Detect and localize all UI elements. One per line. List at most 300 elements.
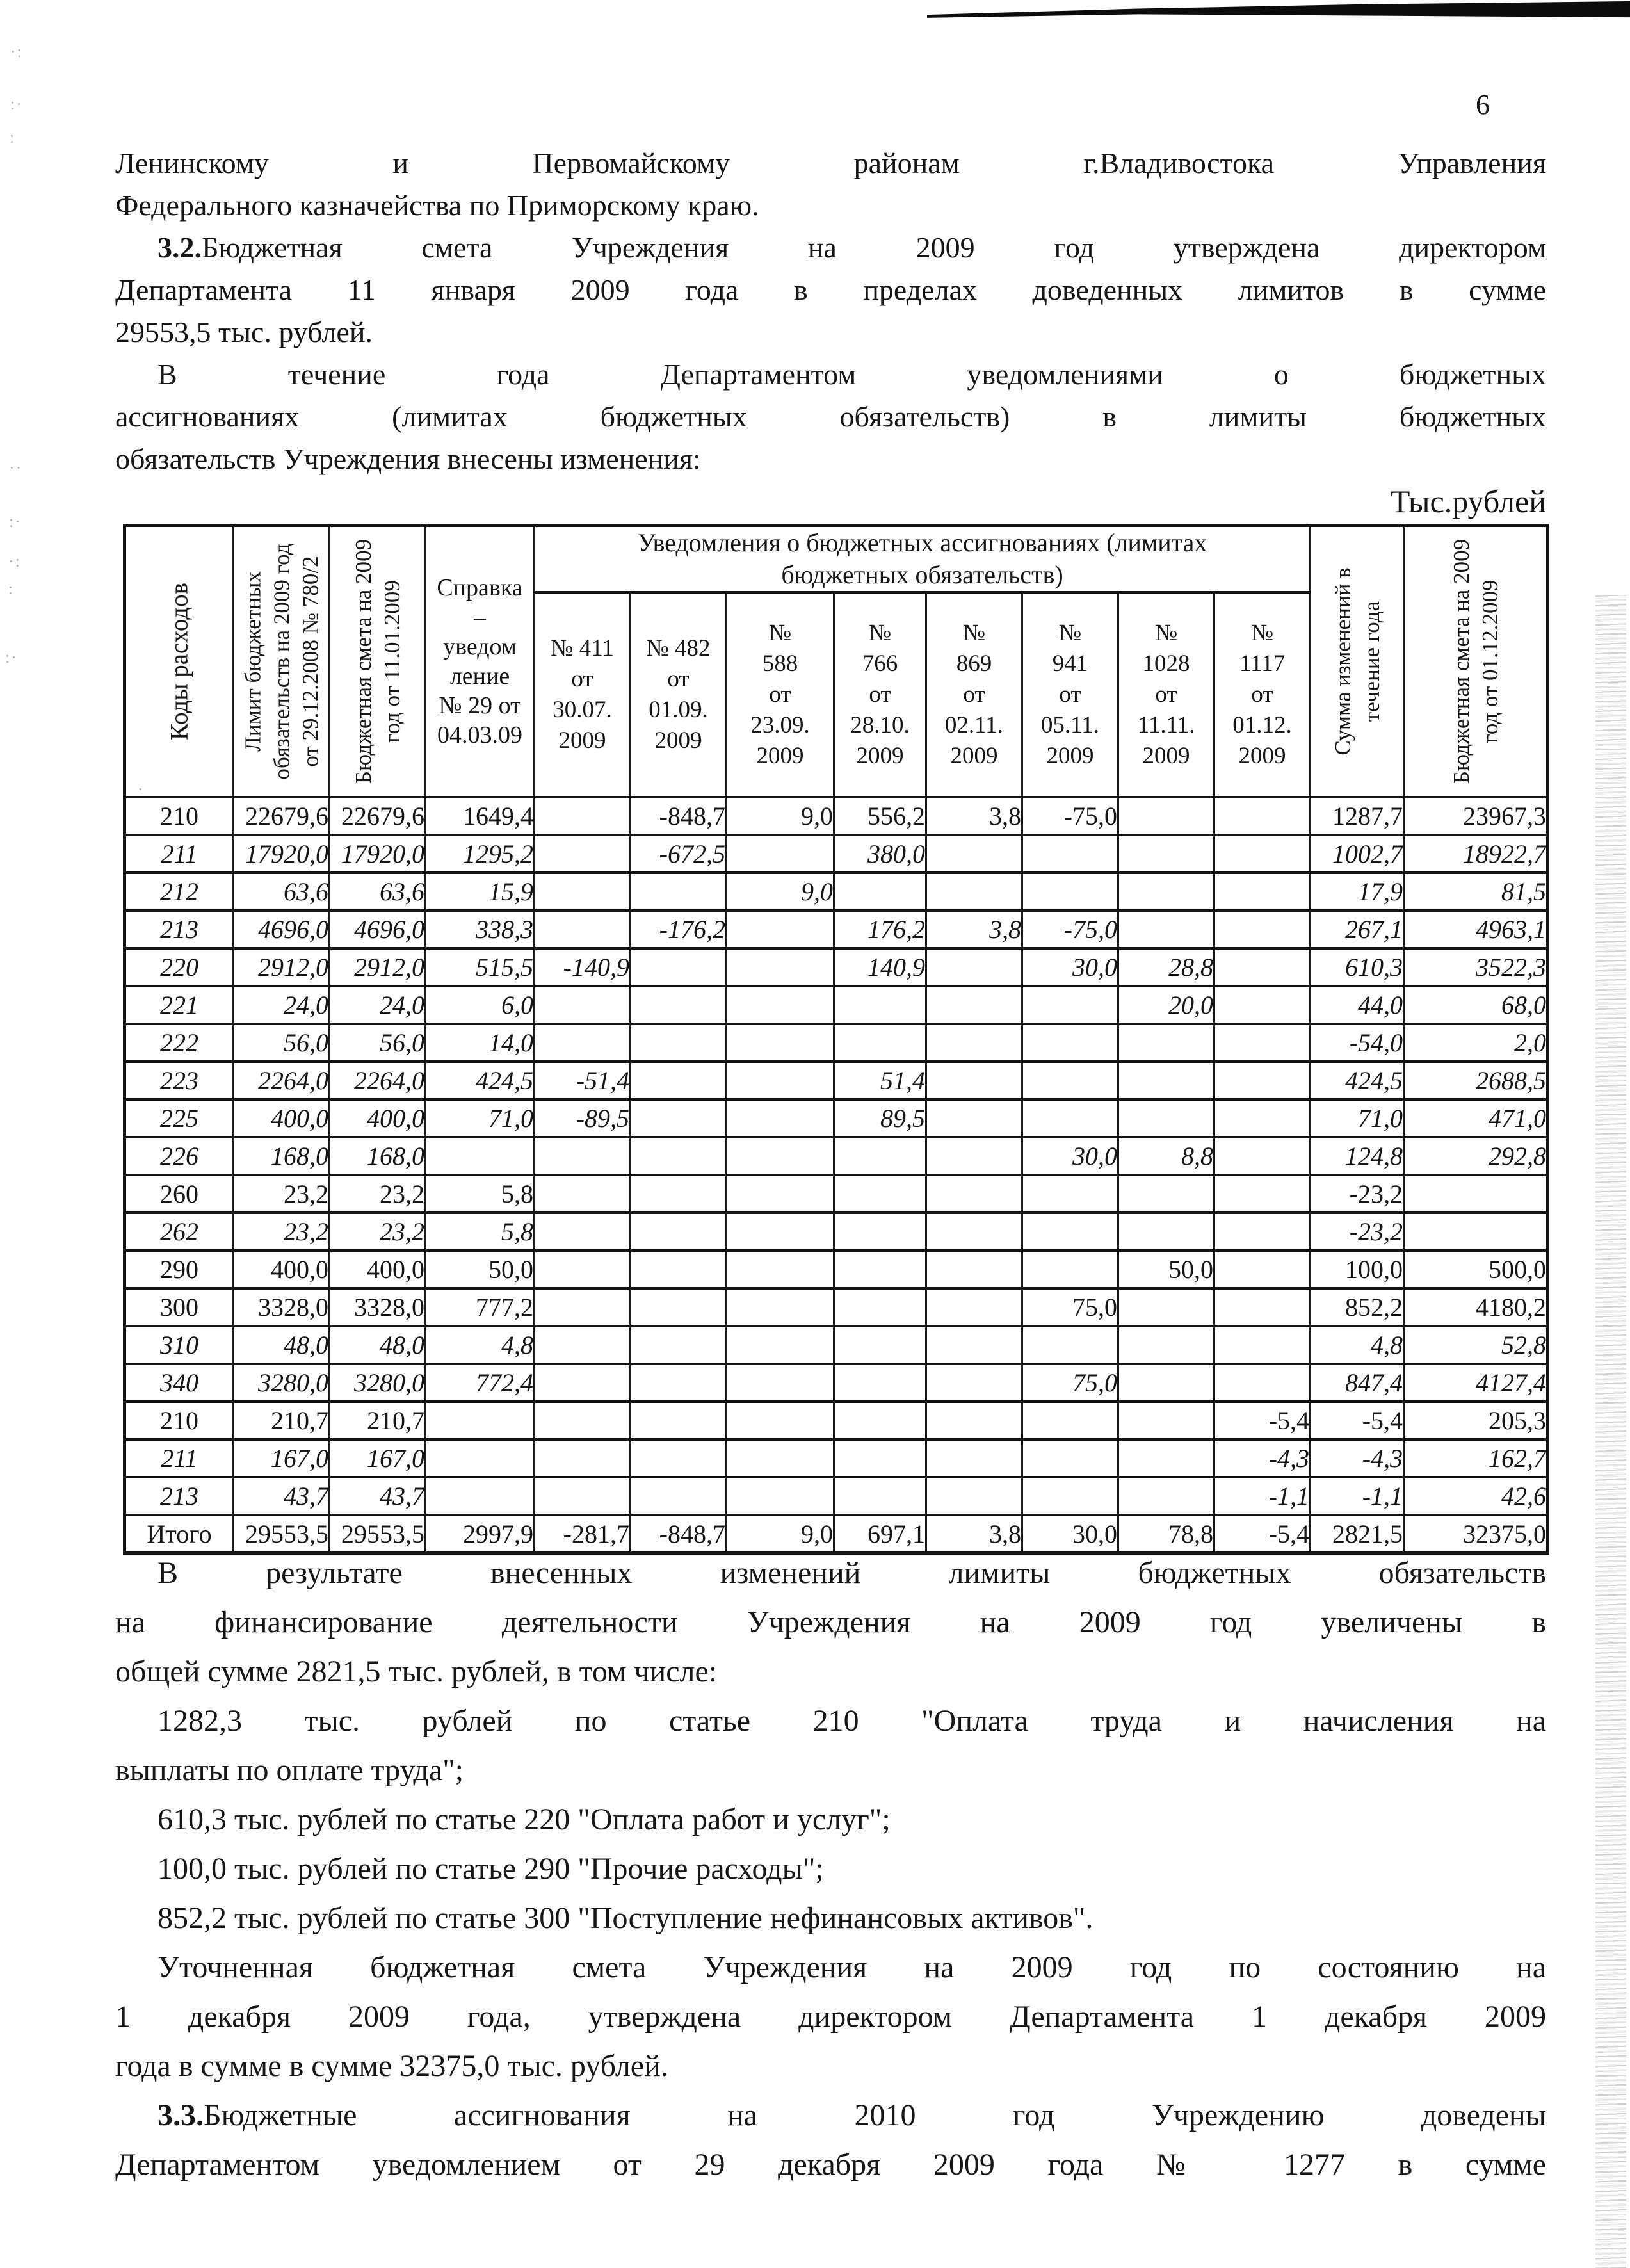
value-cell: -1,1: [1311, 1477, 1404, 1515]
value-cell: [631, 1024, 727, 1062]
value-cell: [926, 1288, 1022, 1326]
value-cell: 75,0: [1022, 1288, 1118, 1326]
paragraph-line: 1282,3 тыс. рублей по статье 210 "Оплата труда и начисления на: [157, 1704, 1546, 1738]
value-cell: 777,2: [426, 1288, 535, 1326]
value-cell: [1118, 1288, 1214, 1326]
value-cell: -140,9: [535, 948, 631, 986]
value-cell: [834, 1251, 926, 1288]
value-cell: [834, 1364, 926, 1402]
value-cell: [535, 1326, 631, 1364]
value-cell: -176,2: [631, 911, 727, 948]
value-cell: 30,0: [1022, 1515, 1118, 1553]
header-line: 2009: [654, 727, 702, 754]
table-row: [125, 1062, 1548, 1099]
header-line: Бюджетная смета на 2009: [350, 539, 376, 784]
value-cell: 9,0: [727, 1515, 834, 1553]
value-cell: [727, 1364, 834, 1402]
table-row: [125, 911, 1548, 948]
value-cell: [926, 1402, 1022, 1439]
value-cell: [1022, 835, 1118, 873]
header-line: 04.03.09: [437, 722, 522, 749]
value-cell: [1214, 797, 1311, 835]
value-cell: [926, 986, 1022, 1024]
value-cell: 292,8: [1404, 1137, 1548, 1175]
scan-line-artifact: [927, 1, 1630, 23]
value-cell: 167,0: [330, 1439, 426, 1477]
value-cell: 5,8: [426, 1175, 535, 1213]
column-group-header-notices: [535, 526, 1311, 593]
header-line: от: [1251, 681, 1273, 708]
value-cell: 1287,7: [1311, 797, 1404, 835]
value-cell: 28,8: [1118, 948, 1214, 986]
margin-speck: ··: [9, 458, 23, 477]
row-code-cell: 340: [125, 1364, 234, 1402]
value-cell: [1118, 1326, 1214, 1364]
value-cell: 71,0: [426, 1099, 535, 1137]
value-cell: 4963,1: [1404, 911, 1548, 948]
column-header-notice-1: [535, 592, 631, 797]
row-code-cell: 221: [125, 986, 234, 1024]
value-cell: 23,2: [234, 1213, 330, 1251]
value-cell: -23,2: [1311, 1213, 1404, 1251]
value-cell: [631, 1288, 727, 1326]
header-line: 2009: [756, 743, 804, 769]
value-cell: [426, 1402, 535, 1439]
value-cell: [1214, 1062, 1311, 1099]
paragraph-line: 1 декабря 2009 года, утверждена директором Департамента 1 декабря 2009: [115, 2000, 1546, 2034]
value-cell: [834, 1326, 926, 1364]
header-line: от 29.12.2008 № 780/2: [298, 556, 323, 767]
row-code-cell: 212: [125, 873, 234, 911]
value-cell: -51,4: [535, 1062, 631, 1099]
header-line: 941: [1052, 651, 1088, 677]
column-header-notice-3: [727, 592, 834, 797]
value-cell: 42,6: [1404, 1477, 1548, 1515]
header-line: 01.12.: [1232, 712, 1292, 738]
value-cell: [926, 1477, 1022, 1515]
value-cell: [1022, 1213, 1118, 1251]
value-cell: 32375,0: [1404, 1515, 1548, 1553]
table-row: [125, 1024, 1548, 1062]
paragraph-line: 3.2.Бюджетная смета Учреждения на 2009 год утверждена директором: [157, 231, 1546, 264]
value-cell: [926, 1024, 1022, 1062]
margin-speck: :: [8, 579, 15, 598]
value-cell: 2912,0: [234, 948, 330, 986]
row-code-cell: 260: [125, 1175, 234, 1213]
value-cell: [926, 873, 1022, 911]
header-line: № 482: [646, 635, 711, 661]
value-cell: 3280,0: [330, 1364, 426, 1402]
value-cell: 3522,3: [1404, 948, 1548, 986]
value-cell: 9,0: [727, 797, 834, 835]
value-cell: [1022, 1024, 1118, 1062]
value-cell: [727, 1402, 834, 1439]
value-cell: 400,0: [330, 1251, 426, 1288]
column-header-notice-2: [631, 592, 727, 797]
value-cell: 2688,5: [1404, 1062, 1548, 1099]
header-line: 2009: [558, 727, 606, 754]
table-row: [125, 1288, 1548, 1326]
value-cell: [1022, 1402, 1118, 1439]
value-cell: [1022, 1477, 1118, 1515]
margin-speck: ·:: [8, 552, 21, 571]
value-cell: 50,0: [426, 1251, 535, 1288]
value-cell: [535, 797, 631, 835]
header-line: №: [1058, 620, 1082, 646]
value-cell: 9,0: [727, 873, 834, 911]
header-line: №: [1154, 620, 1178, 646]
value-cell: 89,5: [834, 1099, 926, 1137]
value-cell: [1214, 911, 1311, 948]
value-cell: [1118, 797, 1214, 835]
header-line: 02.11.: [944, 712, 1004, 738]
value-cell: 210,7: [234, 1402, 330, 1439]
header-line: Сумма изменений в: [1330, 567, 1355, 756]
value-cell: -5,4: [1214, 1402, 1311, 1439]
table-row: [125, 1439, 1548, 1477]
value-cell: [535, 1288, 631, 1326]
header-line: от: [667, 666, 690, 692]
value-cell: -75,0: [1022, 911, 1118, 948]
value-cell: [727, 948, 834, 986]
paragraph-line: выплаты по оплате труда";: [115, 1753, 464, 1787]
column-header-notice-7: [1118, 592, 1214, 797]
value-cell: [1118, 1364, 1214, 1402]
header-line: 869: [956, 651, 992, 677]
column-header-sum-changes: [1311, 526, 1404, 798]
value-cell: -4,3: [1214, 1439, 1311, 1477]
value-cell: 24,0: [234, 986, 330, 1024]
value-cell: [926, 1251, 1022, 1288]
header-line: от: [769, 681, 791, 708]
value-cell: 3328,0: [234, 1288, 330, 1326]
value-cell: 140,9: [834, 948, 926, 986]
value-cell: 23,2: [234, 1175, 330, 1213]
value-cell: 75,0: [1022, 1364, 1118, 1402]
value-cell: 44,0: [1311, 986, 1404, 1024]
paragraph-line: Федерального казначейства по Приморскому краю.: [115, 189, 759, 222]
budget-limits-table: [123, 524, 1549, 1555]
paragraph-line: года в сумме в сумме 32375,0 тыс. рублей.: [115, 2049, 668, 2083]
table-row: [125, 835, 1548, 873]
value-cell: [1214, 873, 1311, 911]
paragraph-line: 100,0 тыс. рублей по статье 290 "Прочие расходы";: [157, 1852, 824, 1886]
paragraph-line: 610,3 тыс. рублей по статье 220 "Оплата работ и услуг";: [157, 1802, 891, 1836]
value-cell: [1214, 1024, 1311, 1062]
column-header-limit: [234, 526, 330, 798]
row-code-cell: 300: [125, 1288, 234, 1326]
value-cell: [1118, 911, 1214, 948]
value-cell: [1214, 835, 1311, 873]
value-cell: 167,0: [234, 1439, 330, 1477]
column-header-notice-8: [1214, 592, 1311, 797]
value-cell: 56,0: [330, 1024, 426, 1062]
value-cell: [926, 1137, 1022, 1175]
value-cell: [426, 1439, 535, 1477]
value-cell: 29553,5: [330, 1515, 426, 1553]
value-cell: [834, 1288, 926, 1326]
value-cell: 380,0: [834, 835, 926, 873]
row-code-cell: 211: [125, 1439, 234, 1477]
value-cell: 3,8: [926, 1515, 1022, 1553]
value-cell: [535, 1251, 631, 1288]
value-cell: [1118, 1213, 1214, 1251]
value-cell: 8,8: [1118, 1137, 1214, 1175]
value-cell: [1118, 1175, 1214, 1213]
header-line: №: [1250, 620, 1274, 646]
header-line: 1028: [1142, 651, 1190, 677]
value-cell: [1118, 1477, 1214, 1515]
value-cell: [727, 1175, 834, 1213]
value-cell: [834, 1477, 926, 1515]
value-cell: 18922,7: [1404, 835, 1548, 873]
row-code-cell: 210: [125, 1402, 234, 1439]
column-header-codes: [125, 526, 234, 798]
value-cell: 17,9: [1311, 873, 1404, 911]
value-cell: [426, 1477, 535, 1515]
value-cell: [926, 1175, 1022, 1213]
paragraph-block-top: [115, 142, 1546, 522]
value-cell: [535, 1439, 631, 1477]
value-cell: [1214, 1099, 1311, 1137]
value-cell: [1022, 1439, 1118, 1477]
value-cell: [834, 986, 926, 1024]
value-cell: 1649,4: [426, 797, 535, 835]
header-line: –: [474, 604, 486, 631]
value-cell: 2821,5: [1311, 1515, 1404, 1553]
paragraph-line: Ленинскому и Первомайскому районам г.Владивостока Управления: [115, 147, 1546, 179]
value-cell: [631, 873, 727, 911]
row-code-cell: 220: [125, 948, 234, 986]
margin-speck: ·: [138, 780, 145, 798]
value-cell: [1214, 1213, 1311, 1251]
value-cell: [1022, 873, 1118, 911]
value-cell: [535, 1175, 631, 1213]
paragraph-line: на финансирование деятельности Учреждения на 2009 год увеличены в: [115, 1605, 1546, 1639]
paragraph-line: 29553,5 тыс. рублей.: [115, 316, 373, 348]
value-cell: 43,7: [234, 1477, 330, 1515]
value-cell: 338,3: [426, 911, 535, 948]
value-cell: [1022, 1099, 1118, 1137]
value-cell: 556,2: [834, 797, 926, 835]
value-cell: -1,1: [1214, 1477, 1311, 1515]
value-cell: [727, 1439, 834, 1477]
value-cell: 424,5: [426, 1062, 535, 1099]
value-cell: [631, 1402, 727, 1439]
value-cell: 2912,0: [330, 948, 426, 986]
value-cell: [926, 835, 1022, 873]
value-cell: [1214, 1175, 1311, 1213]
value-cell: [535, 873, 631, 911]
table-row: [125, 797, 1548, 835]
value-cell: -89,5: [535, 1099, 631, 1137]
value-cell: 50,0: [1118, 1251, 1214, 1288]
header-line: 2009: [950, 743, 998, 769]
column-header-notice-4: [834, 592, 926, 797]
row-code-cell: 211: [125, 835, 234, 873]
value-cell: 24,0: [330, 986, 426, 1024]
value-cell: [727, 1024, 834, 1062]
paragraph-line: ассигнованиях (лимитах бюджетных обязательств) в лимиты бюджетных: [115, 400, 1546, 433]
margin-speck: :·: [5, 648, 18, 667]
value-cell: -672,5: [631, 835, 727, 873]
header-line: Бюджетная смета на 2009: [1448, 539, 1474, 784]
value-cell: [727, 1477, 834, 1515]
value-cell: 14,0: [426, 1024, 535, 1062]
header-line: Лимит бюджетных: [240, 571, 265, 752]
table-row: [125, 1175, 1548, 1213]
value-cell: [926, 1099, 1022, 1137]
paragraph-line: Департамента 11 января 2009 года в пределах доведенных лимитов в сумме: [115, 273, 1546, 306]
value-cell: 772,4: [426, 1364, 535, 1402]
value-cell: [631, 1364, 727, 1402]
value-cell: 168,0: [234, 1137, 330, 1175]
value-cell: 3280,0: [234, 1364, 330, 1402]
value-cell: [535, 835, 631, 873]
value-cell: [631, 1251, 727, 1288]
value-cell: [631, 948, 727, 986]
paragraph-block-bottom: [115, 1548, 1546, 2189]
value-cell: 168,0: [330, 1137, 426, 1175]
value-cell: [631, 1137, 727, 1175]
table-row: [125, 1251, 1548, 1288]
header-line: 1117: [1239, 651, 1286, 677]
paragraph-line: Уточненная бюджетная смета Учреждения на 2009 год по состоянию на: [157, 1950, 1546, 1984]
value-cell: 23,2: [330, 1213, 426, 1251]
value-cell: 4696,0: [330, 911, 426, 948]
value-cell: 847,4: [1311, 1364, 1404, 1402]
value-cell: [1118, 1402, 1214, 1439]
value-cell: 400,0: [330, 1099, 426, 1137]
value-cell: 267,1: [1311, 911, 1404, 948]
value-cell: [834, 1213, 926, 1251]
paragraph-line: общей сумме 2821,5 тыс. рублей, в том числе:: [115, 1655, 718, 1689]
value-cell: [631, 1477, 727, 1515]
value-cell: 48,0: [330, 1326, 426, 1364]
paragraph-line: В течение года Департаментом уведомлениями о бюджетных: [157, 358, 1546, 391]
value-cell: -848,7: [631, 1515, 727, 1553]
header-line: 2009: [1142, 743, 1190, 769]
header-line: №: [962, 620, 986, 646]
header-line: 11.11.: [1137, 712, 1195, 738]
value-cell: [1214, 1326, 1311, 1364]
value-cell: 2264,0: [234, 1062, 330, 1099]
value-cell: [834, 1137, 926, 1175]
header-line: 23.09.: [750, 712, 810, 738]
column-header-smeta-jan: [330, 526, 426, 798]
value-cell: 400,0: [234, 1099, 330, 1137]
value-cell: [926, 1439, 1022, 1477]
header-line: бюджетных обязательств): [781, 560, 1063, 589]
table-row: [125, 1477, 1548, 1515]
value-cell: [727, 1326, 834, 1364]
header-line: 2009: [856, 743, 904, 769]
paragraph-line: обязательств Учреждения внесены изменения:: [115, 442, 701, 475]
header-line: №: [768, 620, 792, 646]
value-cell: -75,0: [1022, 797, 1118, 835]
value-cell: -4,3: [1311, 1439, 1404, 1477]
value-cell: [1404, 1213, 1548, 1251]
value-cell: [834, 1402, 926, 1439]
value-cell: [727, 1137, 834, 1175]
value-cell: 471,0: [1404, 1099, 1548, 1137]
header-line: год от 11.01.2009: [379, 580, 405, 743]
row-code-cell: 222: [125, 1024, 234, 1062]
value-cell: [1214, 1364, 1311, 1402]
value-cell: [926, 1364, 1022, 1402]
row-code-cell: Итого: [125, 1515, 234, 1553]
row-code-cell: 225: [125, 1099, 234, 1137]
table-row: [125, 1326, 1548, 1364]
value-cell: 56,0: [234, 1024, 330, 1062]
table-row: [125, 1213, 1548, 1251]
header-line: 2009: [1046, 743, 1094, 769]
value-cell: 4,8: [426, 1326, 535, 1364]
value-cell: [1118, 1062, 1214, 1099]
value-cell: 1295,2: [426, 835, 535, 873]
value-cell: 124,8: [1311, 1137, 1404, 1175]
table-row: [125, 1364, 1548, 1402]
value-cell: -281,7: [535, 1515, 631, 1553]
value-cell: [631, 1175, 727, 1213]
table-row: [125, 1099, 1548, 1137]
value-cell: 30,0: [1022, 948, 1118, 986]
value-cell: [1022, 1251, 1118, 1288]
header-line: от: [963, 681, 985, 708]
column-header-smeta-dec: [1404, 526, 1548, 798]
row-code-cell: 223: [125, 1062, 234, 1099]
value-cell: 5,8: [426, 1213, 535, 1251]
value-cell: [631, 986, 727, 1024]
value-cell: 2,0: [1404, 1024, 1548, 1062]
row-code-cell: 213: [125, 1477, 234, 1515]
value-cell: 43,7: [330, 1477, 426, 1515]
value-cell: 23967,3: [1404, 797, 1548, 835]
table-row: [125, 1515, 1548, 1553]
page-number: 6: [1476, 89, 1490, 120]
value-cell: 68,0: [1404, 986, 1548, 1024]
header-line: 01.09.: [649, 697, 708, 723]
value-cell: [727, 1213, 834, 1251]
value-cell: [535, 1402, 631, 1439]
column-header-spravka: [426, 526, 535, 798]
value-cell: 52,8: [1404, 1326, 1548, 1364]
value-cell: 71,0: [1311, 1099, 1404, 1137]
value-cell: [535, 1477, 631, 1515]
header-line: от: [571, 666, 593, 692]
value-cell: 20,0: [1118, 986, 1214, 1024]
value-cell: 697,1: [834, 1515, 926, 1553]
value-cell: 63,6: [234, 873, 330, 911]
value-cell: [727, 1099, 834, 1137]
value-cell: 3,8: [926, 911, 1022, 948]
value-cell: 29553,5: [234, 1515, 330, 1553]
value-cell: 81,5: [1404, 873, 1548, 911]
value-cell: 515,5: [426, 948, 535, 986]
value-cell: [535, 1213, 631, 1251]
paragraph-line: В результате внесенных изменений лимиты бюджетных обязательств: [157, 1556, 1546, 1590]
header-line: Коды расходов: [165, 583, 193, 740]
row-code-cell: 262: [125, 1213, 234, 1251]
value-cell: [926, 948, 1022, 986]
value-cell: 205,3: [1404, 1402, 1548, 1439]
value-cell: [834, 873, 926, 911]
value-cell: 4696,0: [234, 911, 330, 948]
header-line: от: [1155, 681, 1177, 708]
value-cell: [727, 835, 834, 873]
value-cell: [1118, 1439, 1214, 1477]
value-cell: [1214, 1137, 1311, 1175]
